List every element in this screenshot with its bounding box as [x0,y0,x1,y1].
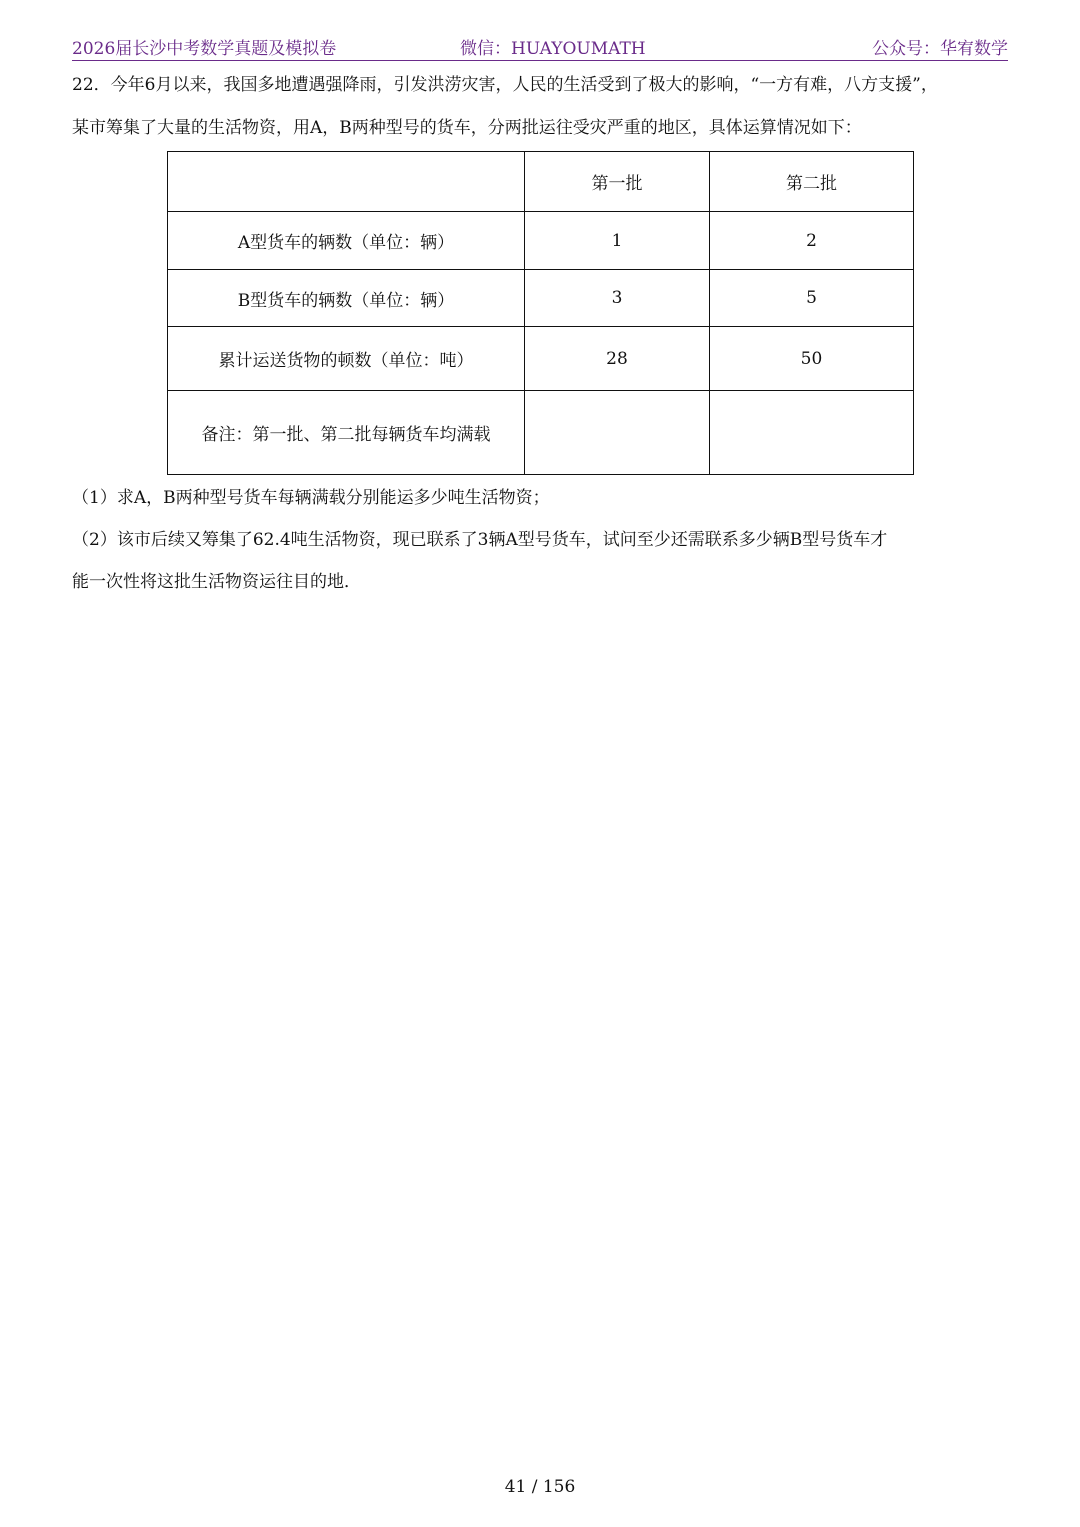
table-cell: A型货车的辆数（单位：辆） [168,212,525,270]
table-cell: 1 [525,212,710,270]
question-1: （1）求A，B两种型号货车每辆满载分别能运多少吨生活物资； [72,488,550,508]
table-header-cell: 第一批 [525,152,710,212]
question-2-line-1: （2）该市后续又筹集了62.4吨生活物资，现已联系了3辆A型号货车，试问至少还需联系多少辆B型号货车才 [72,530,888,550]
table-cell: 3 [525,270,710,327]
header-exam-title: 2026届长沙中考数学真题及模拟卷 [72,39,337,59]
transport-table [167,151,914,475]
question-2-line-2: 能一次性将这批生活物资运往目的地． [72,572,361,592]
table-cell: 2 [710,212,914,270]
header-wechat: 微信：HUAYOUMATH [460,39,646,59]
table-row [168,391,914,475]
table-cell: 28 [525,327,710,391]
problem-intro-line-1: 22．今年6月以来，我国多地遭遇强降雨，引发洪涝灾害，人民的生活受到了极大的影响，“一方有难，八方支援”， [72,75,938,95]
table-cell: B型货车的辆数（单位：辆） [168,270,525,327]
table-cell: 备注：第一批、第二批每辆货车均满载 [168,391,525,475]
problem-intro-line-2: 某市筹集了大量的生活物资，用A，B两种型号的货车，分两批运往受灾严重的地区，具体运算情况如下： [72,118,862,138]
table-cell [710,391,914,475]
table-row [168,212,914,270]
table-row [168,270,914,327]
table-cell [525,391,710,475]
table-row [168,327,914,391]
table-header-row [168,152,914,212]
table-cell: 5 [710,270,914,327]
table-cell: 累计运送货物的顿数（单位：吨） [168,327,525,391]
page-header [72,32,1008,61]
header-official-account: 公众号：华宥数学 [872,39,1008,59]
table-header-cell [168,152,525,212]
table-header-cell: 第二批 [710,152,914,212]
page-number: 41 / 156 [504,1477,576,1497]
table-cell: 50 [710,327,914,391]
